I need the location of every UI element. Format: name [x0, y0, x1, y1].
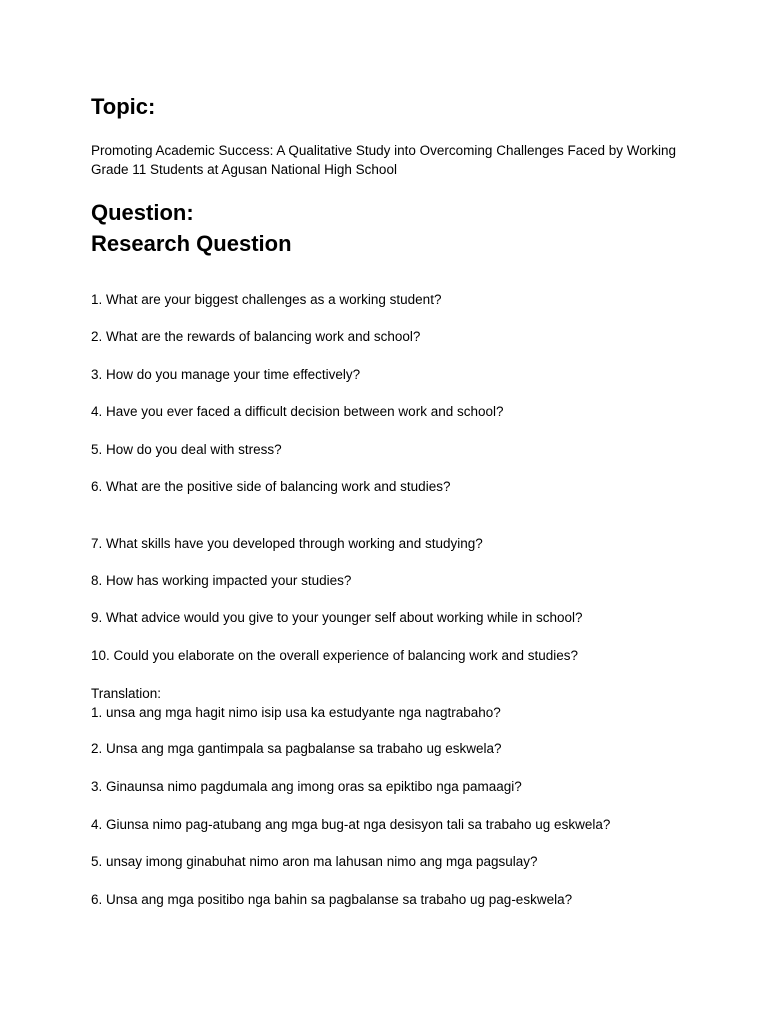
question-item: 9. What advice would you give to your younger self about working while in school?: [91, 610, 583, 625]
translation-item: 1. unsa ang mga hagit nimo isip usa ka estudyante nga nagtrabaho?: [91, 705, 501, 720]
translation-item: 3. Ginaunsa nimo pagdumala ang imong oras sa epiktibo nga pamaagi?: [91, 779, 522, 794]
question-heading: Question:: [91, 200, 194, 225]
translation-item: 5. unsay imong ginabuhat nimo aron ma lahusan nimo ang mga pagsulay?: [91, 854, 538, 869]
question-item: 2. What are the rewards of balancing work and school?: [91, 329, 421, 344]
question-item: 10. Could you elaborate on the overall experience of balancing work and studies?: [91, 648, 579, 663]
translation-item: 2. Unsa ang mga gantimpala sa pagbalanse sa trabaho ug eskwela?: [91, 741, 502, 756]
question-item: 8. How has working impacted your studies?: [91, 573, 352, 588]
topic-text: Promoting Academic Success: A Qualitative Study into Overcoming Challenges Faced by Working Grade 11 Students at Agusan National High School: [91, 143, 677, 177]
question-item: 5. How do you deal with stress?: [91, 442, 282, 457]
question-item: 6. What are the positive side of balancing work and studies?: [91, 479, 451, 494]
question-item: 7. What skills have you developed through working and studying?: [91, 536, 483, 551]
research-question-subheading: Research Question: [91, 231, 292, 256]
translation-item: 4. Giunsa nimo pag-atubang ang mga bug-at nga desisyon tali sa trabaho ug eskwela?: [91, 817, 611, 832]
question-item: 1. What are your biggest challenges as a working student?: [91, 292, 442, 307]
translation-item: 6. Unsa ang mga positibo nga bahin sa pagbalanse sa trabaho ug pag-eskwela?: [91, 892, 573, 907]
topic-heading: Topic:: [91, 94, 156, 119]
translation-label: Translation:: [91, 686, 162, 701]
question-item: 3. How do you manage your time effectively?: [91, 367, 361, 382]
question-item: 4. Have you ever faced a difficult decision between work and school?: [91, 404, 504, 419]
